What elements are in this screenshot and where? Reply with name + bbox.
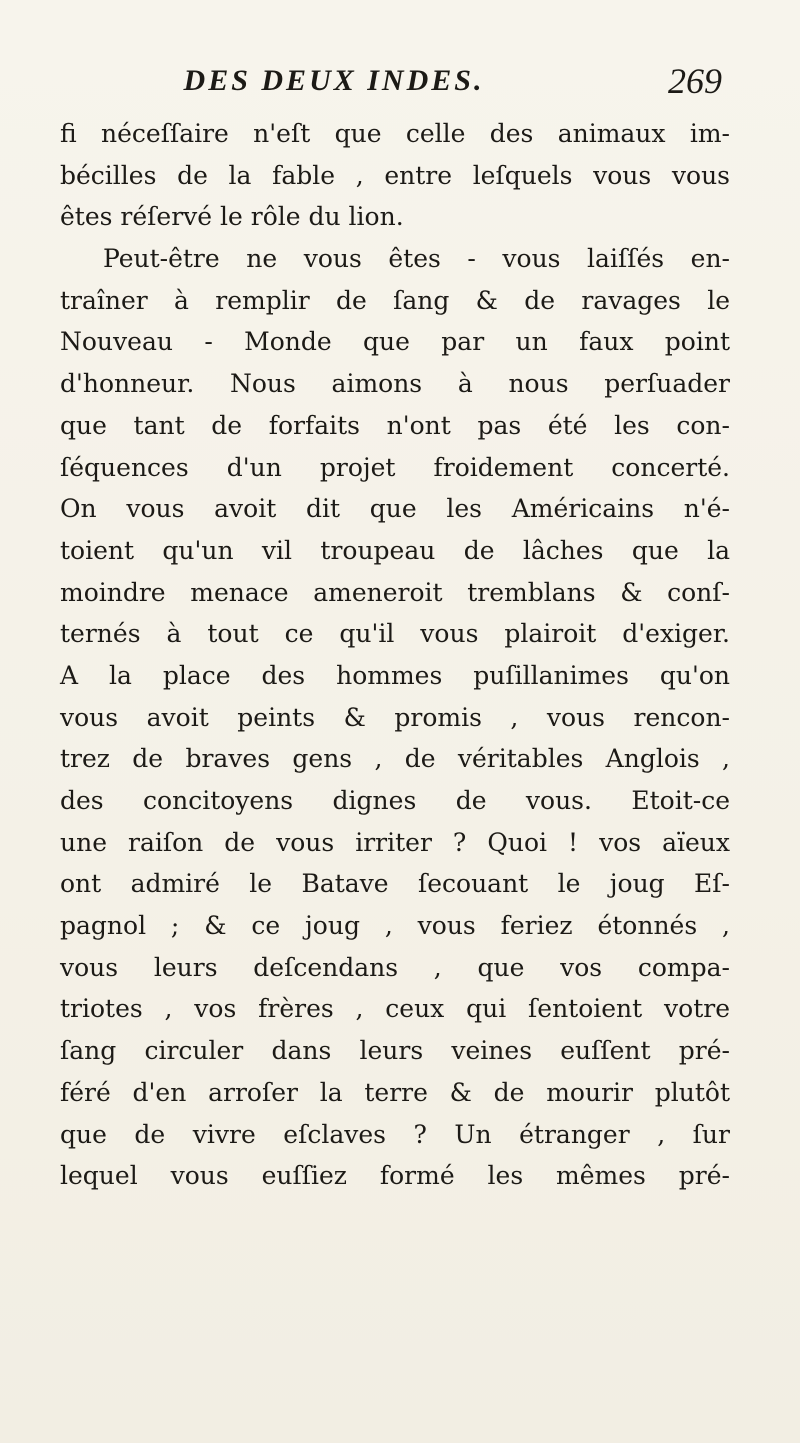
body-text	[60, 113, 730, 1197]
text-line: triotes , vos frères , ceux qui ſentoient votre	[60, 994, 730, 1024]
page-number: 269	[668, 61, 722, 101]
running-head	[94, 60, 722, 110]
text-line: Nouveau - Monde que par un faux point	[60, 327, 730, 357]
running-title: DES DEUX INDES.	[183, 64, 485, 97]
text-line: trez de braves gens , de véritables Anglois ,	[60, 744, 730, 774]
text-line: pagnol ; & ce joug , vous feriez étonnés ,	[60, 911, 730, 941]
text-line: fi néceſſaire n'eſt que celle des animaux im-	[60, 119, 730, 148]
text-line: On vous avoit dit que les Américains n'é-	[60, 494, 730, 524]
text-line: féré d'en arroſer la terre & de mourir plutôt	[60, 1077, 730, 1107]
text-line: ternés à tout ce qu'il vous plairoit d'exiger.	[60, 619, 730, 649]
text-line: d'honneur. Nous aimons à nous perſuader	[60, 369, 730, 399]
text-line: lequel vous euſſiez formé les mêmes pré-	[60, 1161, 730, 1191]
text-line: que de vivre eſclaves ? Un étranger , ſur	[60, 1119, 730, 1149]
text-line: traîner à remplir de ſang & de ravages le	[60, 285, 730, 315]
text-line: une raiſon de vous irriter ? Quoi ! vos aïeux	[60, 827, 730, 857]
text-line: ont admiré le Batave ſecouant le joug Eſ-	[60, 869, 730, 899]
text-line: moindre menace ameneroit tremblans & conſ-	[60, 577, 730, 607]
text-line: ſéquences d'un projet froidement concerté.	[60, 452, 730, 482]
text-line: Peut-être ne vous êtes - vous laiſſés en-	[103, 244, 730, 274]
text-line: des concitoyens dignes de vous. Etoit-ce	[60, 786, 730, 815]
text-line: êtes réſervé le rôle du lion.	[60, 202, 404, 232]
text-line: toient qu'un vil troupeau de lâches que la	[60, 535, 730, 565]
text-line: que tant de forfaits n'ont pas été les con-	[60, 410, 730, 440]
text-line: ſang circuler dans leurs veines euſſent pré-	[60, 1036, 730, 1066]
text-line: vous avoit peints & promis , vous rencon-	[60, 702, 730, 732]
text-line: vous leurs deſcendans , que vos compa-	[60, 952, 730, 982]
text-line: bécilles de la fable , entre leſquels vous vous	[60, 160, 730, 190]
text-line: A la place des hommes puſillanimes qu'on	[60, 660, 730, 690]
